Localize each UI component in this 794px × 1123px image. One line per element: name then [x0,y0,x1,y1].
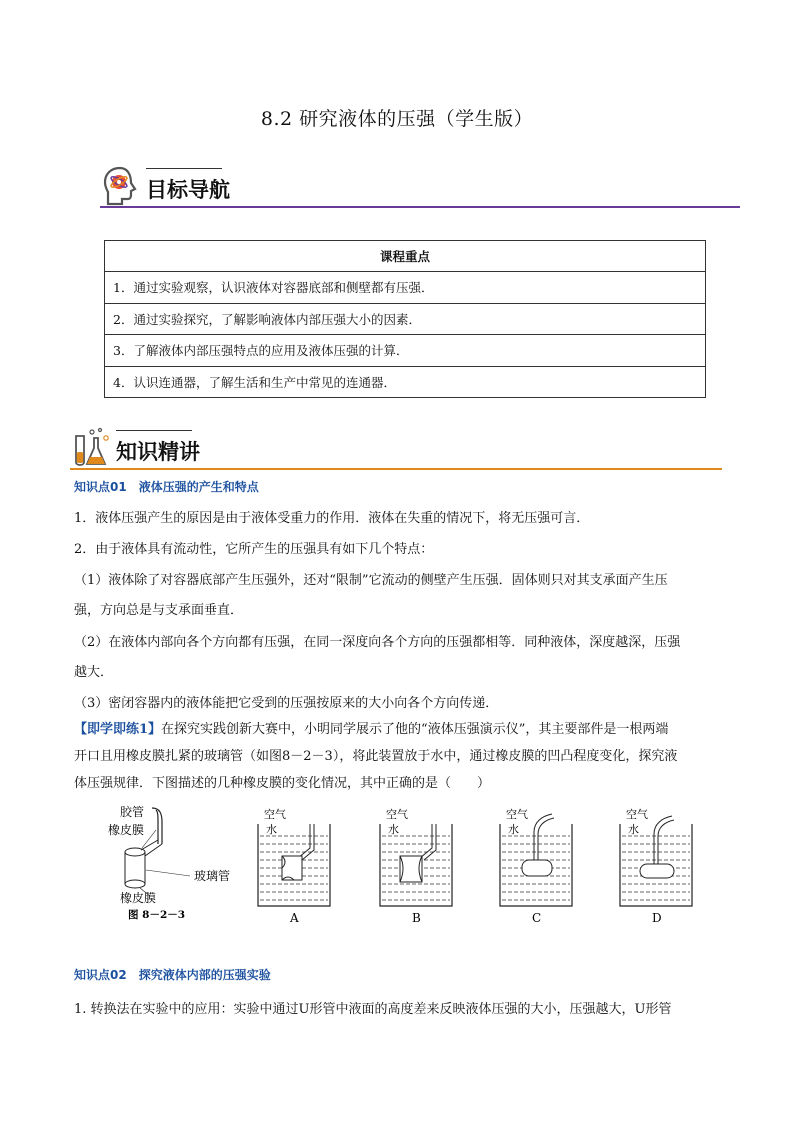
goals-header: 课程重点 [105,241,706,272]
svg-text:水: 水 [628,823,639,836]
practice-question-line: 体压强规律．下图描述的几种橡皮膜的变化情况，其中正确的是（ ） [74,776,491,791]
lab-flask-icon [70,426,110,470]
paragraph: 2．由于液体具有流动性，它所产生的压强具有如下几个特点： [74,542,434,557]
section-divider [70,468,722,470]
section-header-goals [100,164,740,208]
label-membrane-bottom: 橡皮膜 [120,891,157,905]
section-header-knowledge [70,426,722,470]
label-air: 空气 [264,808,286,821]
svg-text:空气: 空气 [626,808,648,821]
label-membrane-top: 橡皮膜 [108,823,145,837]
option-b-diagram [380,807,452,925]
goal-row: 4．认识连通器，了解生活和生产中常见的连通器． [105,366,706,398]
paragraph: 越大． [74,665,114,680]
section-divider [100,206,740,208]
goals-table [104,240,706,398]
paragraph: （2）在液体内部向各个方向都有压强，在同一深度向各个方向的压强都相等．同种液体，深度越深，压强 [74,635,681,650]
brain-head-icon [100,164,140,208]
goal-row: 1．通过实验观察，认识液体对容器底部和侧壁都有压强． [105,272,706,304]
option-c-diagram [500,807,572,925]
paragraph: 强，方向总是与支承面垂直． [74,603,244,618]
practice-question-line: 开口且用橡皮膜扎紧的玻璃管（如图8－2－3），将此装置放于水中，通过橡皮膜的凹凸程度变化，探究液 [74,749,678,764]
option-label: B [412,911,421,925]
page-title: 8.2 研究液体的压强（学生版） [260,108,534,130]
svg-text:空气: 空气 [506,808,528,821]
svg-text:水: 水 [388,823,399,836]
goal-row: 2．通过实验探究，了解影响液体内部压强大小的因素． [105,303,706,335]
device-diagram [108,805,230,921]
svg-text:水: 水 [508,823,519,836]
practice-tag: 【即学即练1】 [74,722,162,737]
knowledge-point-heading: 知识点02 探究液体内部的压强实验 [74,968,271,982]
paragraph: 1. 转换法在实验中的应用：实验中通过U形管中液面的高度差来反映液体压强的大小，压强越大，U形管 [74,1002,672,1017]
knowledge-point-heading: 知识点01 液体压强的产生和特点 [74,480,259,494]
option-label: D [652,911,662,925]
pressure-figure [100,804,700,932]
paragraph: （1）液体除了对容器底部产生压强外，还对“限制”它流动的侧壁产生压强．固体则只对其支承面产生压 [74,573,668,588]
option-d-diagram [620,807,692,925]
label-hose: 胶管 [120,805,145,819]
option-label: C [532,911,542,925]
practice-question: 【即学即练1】在探究实践创新大赛中，小明同学展示了他的“液体压强演示仪”，其主要部件是一根两端 [74,722,669,737]
svg-text:空气: 空气 [386,808,408,821]
option-label: A [290,911,299,925]
figure-caption: 图 8－2－3 [128,909,186,921]
label-glass: 玻璃管 [194,869,231,883]
goal-row: 3．了解液体内部压强特点的应用及液体压强的计算． [105,335,706,367]
label-water: 水 [266,823,277,836]
paragraph: 1．液体压强产生的原因是由于液体受重力的作用．液体在失重的情况下，将无压强可言． [74,511,590,526]
section-label: 知识精讲 [116,440,200,464]
paragraph: （3）密闭容器内的液体能把它受到的压强按原来的大小向各个方向传递． [74,696,499,711]
option-a-diagram [258,807,330,925]
section-label: 目标导航 [146,178,230,202]
